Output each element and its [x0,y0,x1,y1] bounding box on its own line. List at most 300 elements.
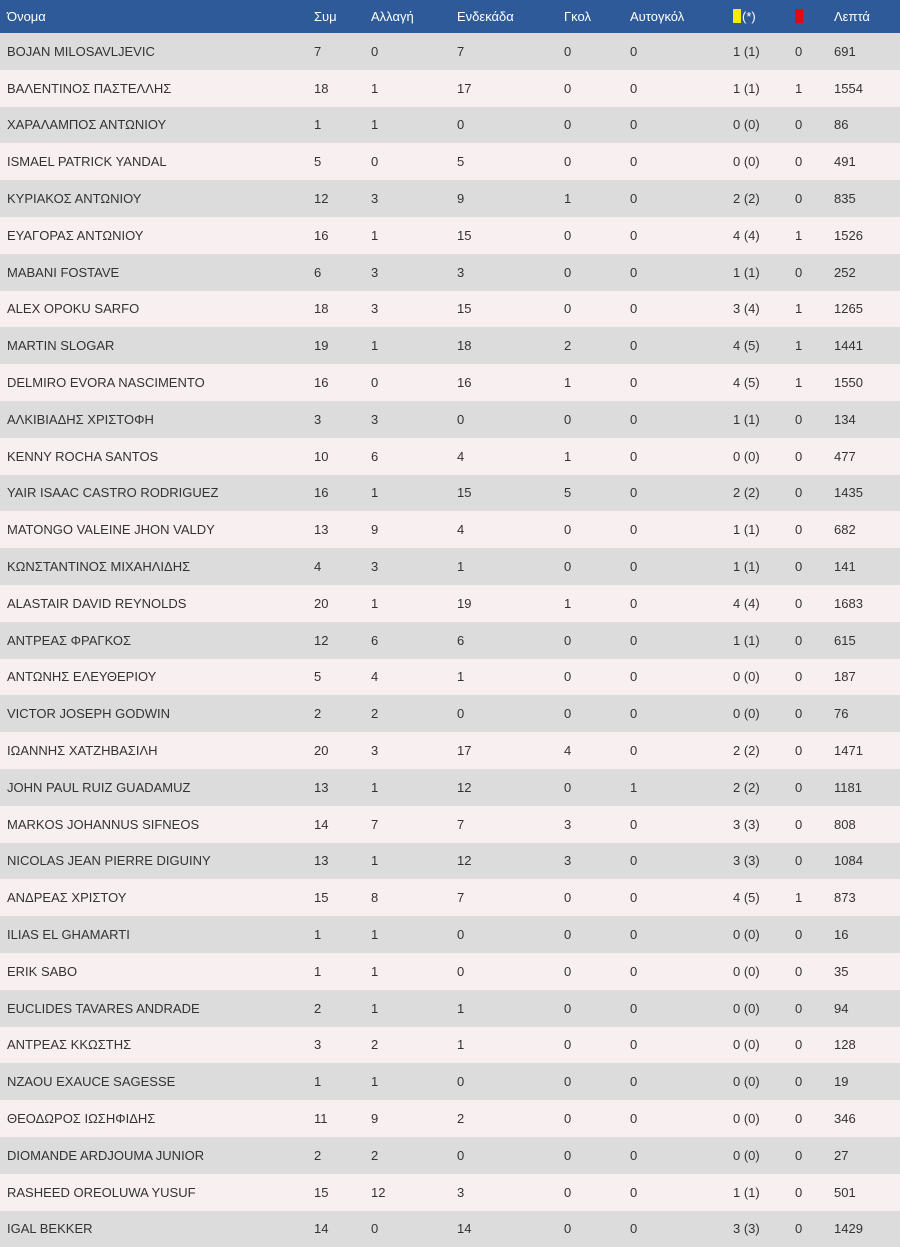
cell-red-cards: 0 [788,1063,827,1100]
cell-own-goals: 0 [623,254,726,291]
cell-player-name: DELMIRO EVORA NASCIMENTO [0,364,307,401]
cell-starts: 4 [450,511,557,548]
cell-yellow-cards: 1 (1) [726,511,788,548]
cell-starts: 0 [450,401,557,438]
cell-goals: 0 [557,953,623,990]
cell-goals: 0 [557,33,623,70]
cell-starts: 12 [450,843,557,880]
col-header-apps[interactable]: Συμ [307,0,364,33]
cell-minutes: 27 [827,1137,900,1174]
cell-yellow-cards: 1 (1) [726,254,788,291]
cell-goals: 3 [557,806,623,843]
col-header-name[interactable]: Όνομα [0,0,307,33]
cell-red-cards: 0 [788,1100,827,1137]
cell-player-name: NICOLAS JEAN PIERRE DIGUINY [0,843,307,880]
col-header-yellow-cards[interactable] [726,0,788,33]
cell-appearances: 1 [307,953,364,990]
cell-minutes: 501 [827,1174,900,1211]
table-row[interactable] [0,659,900,696]
cell-own-goals: 0 [623,916,726,953]
cell-minutes: 1683 [827,585,900,622]
cell-appearances: 1 [307,1063,364,1100]
cell-minutes: 1550 [827,364,900,401]
table-row[interactable] [0,548,900,585]
table-row[interactable] [0,475,900,512]
cell-appearances: 10 [307,438,364,475]
cell-yellow-cards: 4 (5) [726,364,788,401]
cell-player-name: MATONGO VALEINE JHON VALDY [0,511,307,548]
cell-red-cards: 0 [788,1027,827,1064]
cell-appearances: 14 [307,1211,364,1247]
cell-player-name: IGAL BEKKER [0,1211,307,1247]
cell-appearances: 13 [307,511,364,548]
cell-own-goals: 0 [623,806,726,843]
col-header-subs[interactable]: Αλλαγή [364,0,450,33]
cell-substitutions: 1 [364,990,450,1027]
cell-yellow-cards: 0 (0) [726,107,788,144]
table-row[interactable] [0,1063,900,1100]
cell-substitutions: 2 [364,695,450,732]
cell-own-goals: 0 [623,659,726,696]
cell-substitutions: 2 [364,1027,450,1064]
table-row[interactable] [0,217,900,254]
cell-appearances: 15 [307,879,364,916]
table-row[interactable] [0,70,900,107]
cell-starts: 1 [450,659,557,696]
cell-own-goals: 0 [623,1211,726,1247]
cell-red-cards: 0 [788,548,827,585]
cell-own-goals: 0 [623,1174,726,1211]
table-row[interactable] [0,511,900,548]
cell-yellow-cards: 2 (2) [726,732,788,769]
cell-appearances: 5 [307,143,364,180]
cell-own-goals: 0 [623,548,726,585]
cell-starts: 4 [450,438,557,475]
cell-own-goals: 0 [623,1063,726,1100]
cell-own-goals: 0 [623,879,726,916]
cell-player-name: KENNY ROCHA SANTOS [0,438,307,475]
cell-starts: 0 [450,916,557,953]
cell-player-name: ALEX OPOKU SARFO [0,291,307,328]
cell-red-cards: 0 [788,953,827,990]
cell-goals: 0 [557,70,623,107]
cell-player-name: ΑΝΤΡΕΑΣ ΦΡΑΓΚΟΣ [0,622,307,659]
cell-red-cards: 0 [788,916,827,953]
cell-player-name: ILIAS EL GHAMARTI [0,916,307,953]
cell-substitutions: 1 [364,916,450,953]
cell-appearances: 19 [307,327,364,364]
red-card-icon [795,9,803,23]
cell-substitutions: 3 [364,401,450,438]
cell-player-name: ΑΝΔΡΕΑΣ ΧΡΙΣΤΟΥ [0,879,307,916]
cell-appearances: 5 [307,659,364,696]
cell-substitutions: 1 [364,953,450,990]
cell-red-cards: 1 [788,291,827,328]
cell-player-name: ΑΛΚΙΒΙΑΔΗΣ ΧΡΙΣΤΟΦΗ [0,401,307,438]
cell-player-name: MARTIN SLOGAR [0,327,307,364]
cell-red-cards: 0 [788,180,827,217]
cell-goals: 0 [557,143,623,180]
cell-appearances: 2 [307,1137,364,1174]
cell-goals: 4 [557,732,623,769]
cell-own-goals: 0 [623,475,726,512]
cell-starts: 19 [450,585,557,622]
cell-appearances: 18 [307,291,364,328]
cell-goals: 0 [557,990,623,1027]
cell-player-name: RASHEED OREOLUWA YUSUF [0,1174,307,1211]
cell-substitutions: 1 [364,327,450,364]
cell-yellow-cards: 3 (3) [726,1211,788,1247]
cell-minutes: 76 [827,695,900,732]
cell-starts: 3 [450,254,557,291]
cell-starts: 2 [450,1100,557,1137]
col-header-minutes[interactable]: Λεπτά [827,0,900,33]
cell-substitutions: 1 [364,843,450,880]
cell-starts: 7 [450,806,557,843]
cell-yellow-cards: 1 (1) [726,548,788,585]
cell-appearances: 1 [307,916,364,953]
cell-minutes: 346 [827,1100,900,1137]
cell-yellow-cards: 1 (1) [726,70,788,107]
cell-own-goals: 0 [623,291,726,328]
cell-minutes: 86 [827,107,900,144]
table-row[interactable] [0,769,900,806]
cell-substitutions: 0 [364,364,450,401]
cell-own-goals: 0 [623,217,726,254]
cell-yellow-cards: 0 (0) [726,1027,788,1064]
cell-red-cards: 0 [788,511,827,548]
cell-own-goals: 0 [623,70,726,107]
cell-substitutions: 3 [364,254,450,291]
cell-red-cards: 0 [788,843,827,880]
cell-own-goals: 0 [623,953,726,990]
cell-own-goals: 0 [623,1100,726,1137]
cell-goals: 0 [557,1174,623,1211]
cell-red-cards: 1 [788,70,827,107]
cell-own-goals: 0 [623,327,726,364]
cell-player-name: ΕΥΑΓΟΡΑΣ ΑΝΤΩΝΙΟΥ [0,217,307,254]
cell-yellow-cards: 4 (5) [726,879,788,916]
col-header-own-goals[interactable]: Αυτογκόλ [623,0,726,33]
cell-red-cards: 0 [788,475,827,512]
cell-own-goals: 0 [623,843,726,880]
cell-goals: 3 [557,843,623,880]
cell-appearances: 13 [307,843,364,880]
cell-substitutions: 12 [364,1174,450,1211]
cell-appearances: 2 [307,695,364,732]
cell-substitutions: 3 [364,732,450,769]
cell-starts: 0 [450,107,557,144]
cell-appearances: 18 [307,70,364,107]
cell-appearances: 16 [307,475,364,512]
cell-player-name: NZAOU EXAUCE SAGESSE [0,1063,307,1100]
table-row[interactable] [0,1174,900,1211]
table-row[interactable] [0,990,900,1027]
cell-goals: 0 [557,1211,623,1247]
cell-substitutions: 9 [364,1100,450,1137]
cell-minutes: 691 [827,33,900,70]
cell-goals: 0 [557,107,623,144]
cell-yellow-cards: 0 (0) [726,695,788,732]
cell-player-name: MABANI FOSTAVE [0,254,307,291]
cell-minutes: 35 [827,953,900,990]
cell-own-goals: 0 [623,364,726,401]
cell-starts: 15 [450,217,557,254]
cell-substitutions: 4 [364,659,450,696]
cell-goals: 0 [557,879,623,916]
cell-substitutions: 1 [364,585,450,622]
cell-appearances: 3 [307,401,364,438]
cell-appearances: 14 [307,806,364,843]
table-row[interactable] [0,33,900,70]
cell-goals: 0 [557,1063,623,1100]
table-row[interactable] [0,180,900,217]
cell-minutes: 1441 [827,327,900,364]
cell-goals: 0 [557,1027,623,1064]
cell-own-goals: 0 [623,143,726,180]
cell-player-name: ΑΝΤΡΕΑΣ ΚΚΩΣΤΗΣ [0,1027,307,1064]
cell-red-cards: 0 [788,659,827,696]
cell-player-name: JOHN PAUL RUIZ GUADAMUZ [0,769,307,806]
cell-starts: 5 [450,143,557,180]
cell-minutes: 477 [827,438,900,475]
cell-starts: 0 [450,695,557,732]
cell-yellow-cards: 4 (4) [726,217,788,254]
cell-substitutions: 0 [364,1211,450,1247]
cell-appearances: 13 [307,769,364,806]
cell-red-cards: 1 [788,364,827,401]
cell-substitutions: 3 [364,180,450,217]
cell-substitutions: 0 [364,33,450,70]
table-row[interactable] [0,438,900,475]
table-row[interactable] [0,806,900,843]
cell-player-name: ERIK SABO [0,953,307,990]
cell-goals: 0 [557,769,623,806]
cell-starts: 12 [450,769,557,806]
cell-player-name: BOJAN MILOSAVLJEVIC [0,33,307,70]
cell-minutes: 94 [827,990,900,1027]
cell-substitutions: 1 [364,217,450,254]
cell-own-goals: 0 [623,107,726,144]
table-row[interactable] [0,843,900,880]
cell-appearances: 16 [307,217,364,254]
cell-red-cards: 0 [788,438,827,475]
cell-red-cards: 0 [788,990,827,1027]
cell-starts: 6 [450,622,557,659]
cell-own-goals: 0 [623,180,726,217]
cell-appearances: 7 [307,33,364,70]
cell-own-goals: 0 [623,511,726,548]
table-row[interactable] [0,1100,900,1137]
table-row[interactable] [0,254,900,291]
cell-minutes: 873 [827,879,900,916]
cell-minutes: 1471 [827,732,900,769]
cell-minutes: 1554 [827,70,900,107]
cell-starts: 3 [450,1174,557,1211]
cell-red-cards: 0 [788,107,827,144]
cell-minutes: 1084 [827,843,900,880]
cell-appearances: 20 [307,732,364,769]
cell-goals: 1 [557,364,623,401]
cell-substitutions: 9 [364,511,450,548]
cell-minutes: 1181 [827,769,900,806]
cell-yellow-cards: 0 (0) [726,916,788,953]
cell-red-cards: 0 [788,1174,827,1211]
cell-yellow-cards: 1 (1) [726,401,788,438]
cell-minutes: 491 [827,143,900,180]
col-header-red-cards[interactable] [788,0,827,33]
table-row[interactable] [0,1211,900,1247]
cell-goals: 1 [557,438,623,475]
cell-goals: 0 [557,695,623,732]
cell-starts: 7 [450,33,557,70]
cell-starts: 0 [450,1063,557,1100]
cell-red-cards: 0 [788,254,827,291]
cell-goals: 0 [557,916,623,953]
cell-yellow-cards: 2 (2) [726,180,788,217]
cell-starts: 17 [450,732,557,769]
cell-own-goals: 0 [623,1027,726,1064]
table-row[interactable] [0,291,900,328]
cell-minutes: 141 [827,548,900,585]
cell-own-goals: 0 [623,732,726,769]
cell-minutes: 128 [827,1027,900,1064]
cell-player-name: ΑΝΤΩΝΗΣ ΕΛΕΥΘΕΡΙΟΥ [0,659,307,696]
cell-minutes: 134 [827,401,900,438]
cell-minutes: 1526 [827,217,900,254]
cell-player-name: ΙΩΑΝΝΗΣ ΧΑΤΖΗΒΑΣΙΛΗ [0,732,307,769]
cell-goals: 0 [557,1137,623,1174]
cell-starts: 0 [450,953,557,990]
cell-yellow-cards: 0 (0) [726,1100,788,1137]
cell-goals: 1 [557,585,623,622]
cell-substitutions: 6 [364,438,450,475]
cell-red-cards: 1 [788,327,827,364]
cell-own-goals: 0 [623,438,726,475]
cell-yellow-cards: 1 (1) [726,33,788,70]
cell-substitutions: 1 [364,70,450,107]
cell-substitutions: 0 [364,143,450,180]
cell-red-cards: 0 [788,33,827,70]
cell-substitutions: 1 [364,769,450,806]
cell-red-cards: 0 [788,1137,827,1174]
table-row[interactable] [0,143,900,180]
cell-substitutions: 3 [364,548,450,585]
cell-minutes: 187 [827,659,900,696]
cell-appearances: 2 [307,990,364,1027]
cell-goals: 0 [557,217,623,254]
cell-yellow-cards: 0 (0) [726,953,788,990]
cell-appearances: 16 [307,364,364,401]
cell-appearances: 1 [307,107,364,144]
table-row[interactable] [0,732,900,769]
cell-goals: 0 [557,511,623,548]
cell-red-cards: 0 [788,143,827,180]
cell-yellow-cards: 3 (3) [726,806,788,843]
cell-starts: 9 [450,180,557,217]
cell-minutes: 1429 [827,1211,900,1247]
cell-starts: 18 [450,327,557,364]
cell-appearances: 15 [307,1174,364,1211]
cell-player-name: VICTOR JOSEPH GODWIN [0,695,307,732]
cell-starts: 14 [450,1211,557,1247]
table-row[interactable] [0,916,900,953]
cell-minutes: 682 [827,511,900,548]
cell-player-name: ΒΑΛΕΝΤΙΝΟΣ ΠΑΣΤΕΛΛΗΣ [0,70,307,107]
cell-red-cards: 0 [788,769,827,806]
cell-red-cards: 0 [788,622,827,659]
cell-player-name: ISMAEL PATRICK YANDAL [0,143,307,180]
cell-yellow-cards: 1 (1) [726,622,788,659]
cell-yellow-cards: 4 (4) [726,585,788,622]
table-row[interactable] [0,107,900,144]
cell-red-cards: 1 [788,217,827,254]
table-row[interactable] [0,585,900,622]
cell-own-goals: 0 [623,401,726,438]
cell-own-goals: 0 [623,622,726,659]
cell-player-name: ΘΕΟΔΩΡΟΣ ΙΩΣΗΦΙΔΗΣ [0,1100,307,1137]
cell-red-cards: 1 [788,879,827,916]
cell-yellow-cards: 0 (0) [726,1137,788,1174]
cell-substitutions: 2 [364,1137,450,1174]
col-header-goals[interactable]: Γκολ [557,0,623,33]
table-row[interactable] [0,622,900,659]
cell-starts: 1 [450,548,557,585]
table-row[interactable] [0,364,900,401]
cell-yellow-cards: 3 (3) [726,843,788,880]
cell-starts: 15 [450,475,557,512]
cell-minutes: 16 [827,916,900,953]
cell-own-goals: 0 [623,695,726,732]
cell-player-name: DIOMANDE ARDJOUMA JUNIOR [0,1137,307,1174]
cell-goals: 0 [557,659,623,696]
cell-yellow-cards: 3 (4) [726,291,788,328]
cell-own-goals: 0 [623,990,726,1027]
cell-starts: 1 [450,990,557,1027]
cell-minutes: 1435 [827,475,900,512]
table-row[interactable] [0,953,900,990]
cell-yellow-cards: 1 (1) [726,1174,788,1211]
cell-goals: 1 [557,180,623,217]
table-body [0,33,900,1247]
cell-goals: 0 [557,548,623,585]
cell-goals: 0 [557,622,623,659]
cell-yellow-cards: 0 (0) [726,990,788,1027]
cell-substitutions: 3 [364,291,450,328]
cell-red-cards: 0 [788,732,827,769]
cell-minutes: 252 [827,254,900,291]
table-row[interactable] [0,327,900,364]
cell-starts: 15 [450,291,557,328]
cell-substitutions: 6 [364,622,450,659]
cell-goals: 0 [557,401,623,438]
table-row[interactable] [0,1027,900,1064]
table-row[interactable] [0,1137,900,1174]
cell-red-cards: 0 [788,401,827,438]
table-row[interactable] [0,695,900,732]
cell-appearances: 3 [307,1027,364,1064]
cell-appearances: 4 [307,548,364,585]
cell-goals: 5 [557,475,623,512]
cell-substitutions: 7 [364,806,450,843]
cell-yellow-cards: 0 (0) [726,438,788,475]
cell-player-name: EUCLIDES TAVARES ANDRADE [0,990,307,1027]
cell-goals: 0 [557,1100,623,1137]
table-row[interactable] [0,879,900,916]
cell-minutes: 19 [827,1063,900,1100]
table-row[interactable] [0,401,900,438]
col-header-starts[interactable]: Ενδεκάδα [450,0,557,33]
